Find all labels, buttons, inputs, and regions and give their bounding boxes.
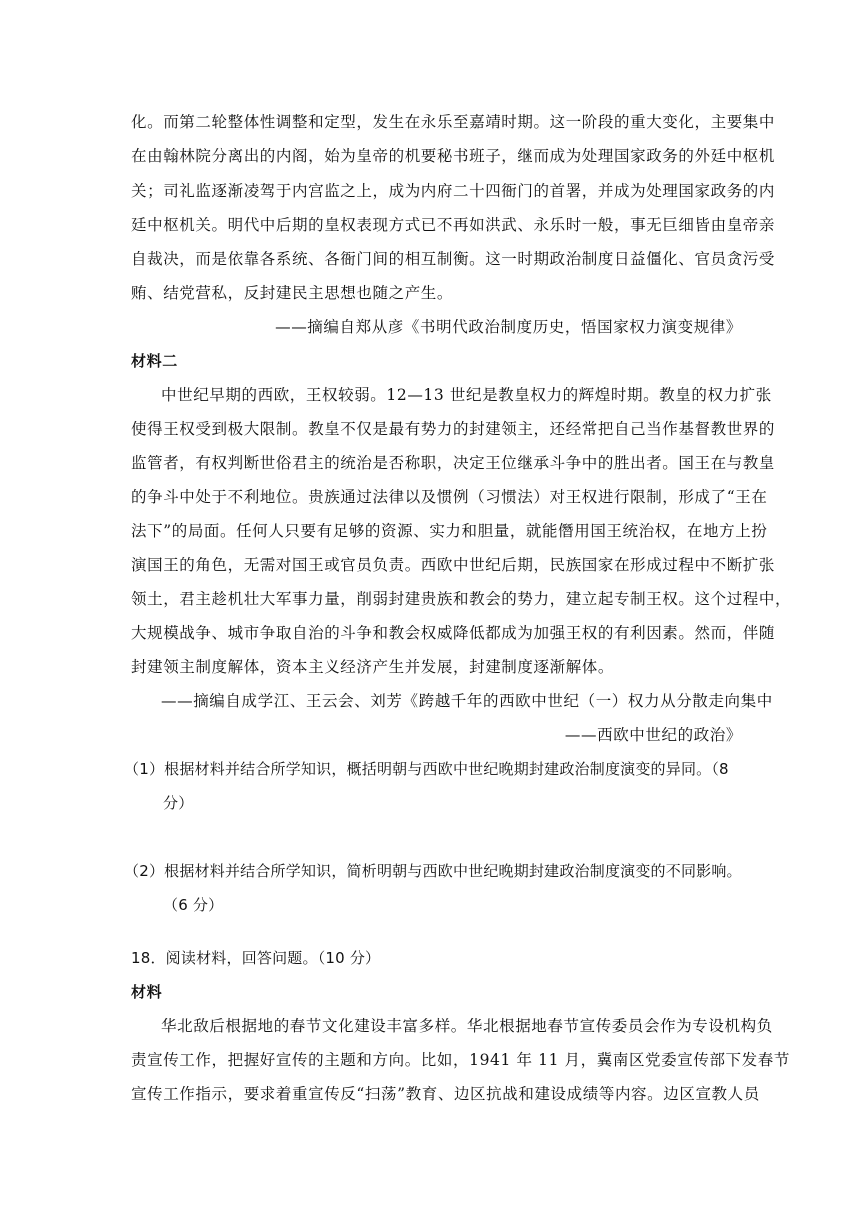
material-two-line-5: 法下”的局面。任何人只要有足够的资源、实力和胆量，就能僭用国王统治权，在地方上扮 xyxy=(131,522,768,540)
material-two-line-8: 大规模战争、城市争取自治的斗争和教会权威降低都成为加强王权的有利因素。然而，伴随 xyxy=(131,624,776,642)
question-18-title: 18．阅读材料，回答问题。（10 分） xyxy=(131,949,381,967)
question-18-line-3: 宣传工作指示，要求着重宣传反“扫荡”教育、边区抗战和建设成绩等内容。边区宣教人员 xyxy=(131,1085,760,1103)
material-two-heading: 材料二 xyxy=(131,352,178,370)
material-two-line-4: 的争斗中处于不利地位。贵族通过法律以及惯例（习惯法）对王权进行限制，形成了“王在 xyxy=(131,488,768,506)
material-two-line-1: 中世纪早期的西欧，王权较弱。12—13 世纪是教皇权力的辉煌时期。教皇的权力扩张 xyxy=(161,386,772,404)
material-one-line-4: 廷中枢机关。明代中后期的皇权表现方式已不再如洪武、永乐时一般，事无巨细皆由皇帝亲 xyxy=(131,216,776,234)
material-one-line-5: 自裁决，而是依靠各系统、各衙门间的相互制衡。这一时期政治制度日益僵化、官员贪污受 xyxy=(131,250,776,268)
question-18-material-heading: 材料 xyxy=(131,983,163,1001)
material-two-source-line-2: ——西欧中世纪的政治》 xyxy=(564,726,742,744)
material-one-line-3: 关；司礼监逐渐凌驾于内宫监之上，成为内府二十四衙门的首署，并成为处理国家政务的内 xyxy=(131,182,776,200)
material-two-line-9: 封建领主制度解体，资本主义经济产生并发展，封建制度逐渐解体。 xyxy=(131,658,615,676)
material-one-line-1: 化。而第二轮整体性调整和定型，发生在永乐至嘉靖时期。这一阶段的重大变化，主要集中 xyxy=(131,113,776,131)
question-2-line-1: （2）根据材料并结合所学知识，简析明朝与西欧中世纪晚期封建政治制度演变的不同影响。 xyxy=(124,862,742,880)
question-2-line-2: （6 分） xyxy=(163,896,224,914)
material-two-source-line-1: ——摘编自成学江、王云会、刘芳《跨越千年的西欧中世纪（一）权力从分散走向集中 xyxy=(161,692,773,710)
material-two-line-3: 监管者，有权判断世俗君主的统治是否称职，决定王位继承斗争中的胜出者。国王在与教皇 xyxy=(131,454,776,472)
question-1-line-2: 分） xyxy=(163,794,194,812)
material-one-line-2: 在由翰林院分离出的内阁，始为皇帝的机要秘书班子，继而成为处理国家政务的外廷中枢机 xyxy=(131,147,776,165)
question-1-line-1: （1）根据材料并结合所学知识，概括明朝与西欧中世纪晚期封建政治制度演变的异同。（8 xyxy=(124,760,729,778)
question-18-line-1: 华北敌后根据地的春节文化建设丰富多样。华北根据地春节宣传委员会作为专设机构负 xyxy=(161,1017,773,1035)
material-two-line-6: 演国王的角色，无需对国王或官员负责。西欧中世纪后期，民族国家在形成过程中不断扩张 xyxy=(131,556,776,574)
question-18-line-2: 责宣传工作，把握好宣传的主题和方向。比如，1941 年 11 月，冀南区党委宣传部下发春节 xyxy=(131,1051,790,1069)
material-two-line-7: 领土，君主趁机壮大军事力量，削弱封建贵族和教会的势力，建立起专制王权。这个过程中， xyxy=(131,590,792,608)
material-one-source: ——摘编自郑从彦《书明代政治制度历史，悟国家权力演变规律》 xyxy=(275,318,742,336)
material-one-line-6: 贿、结党营私，反封建民主思想也随之产生。 xyxy=(131,284,454,302)
material-two-line-2: 使得王权受到极大限制。教皇不仅是最有势力的封建领主，还经常把自己当作基督教世界的 xyxy=(131,420,776,438)
